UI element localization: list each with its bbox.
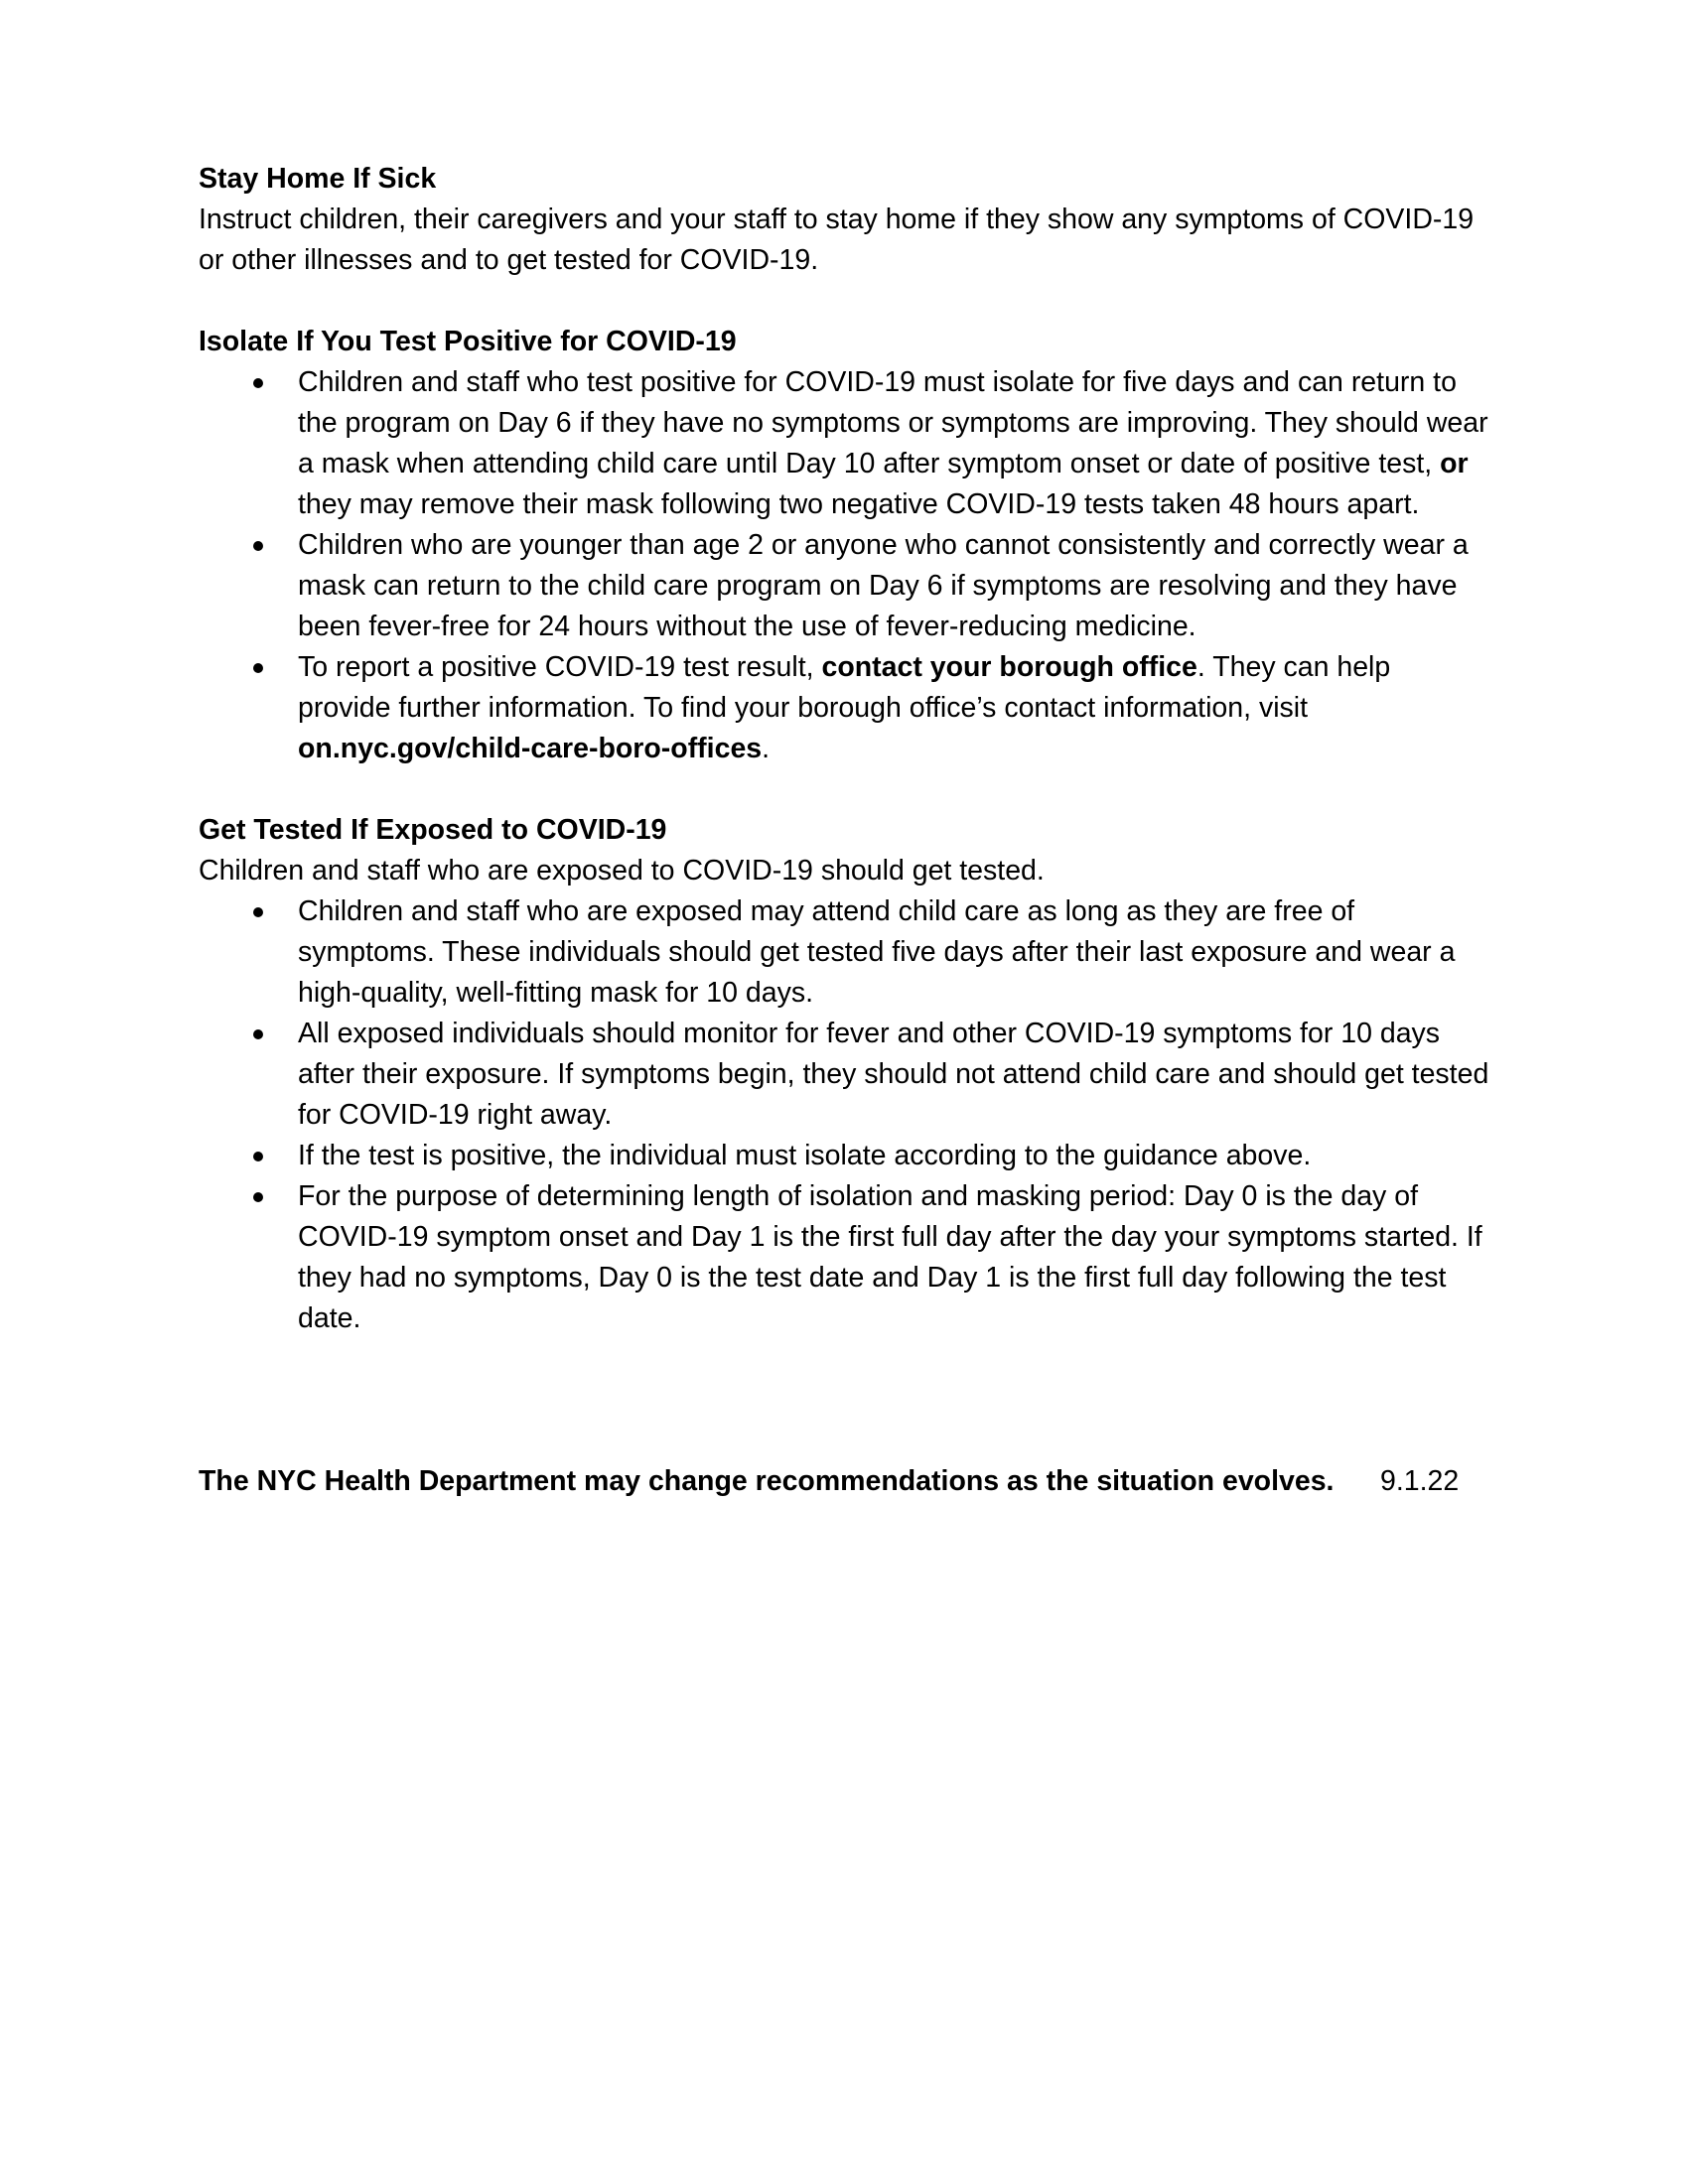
list-item	[199, 1014, 1489, 1136]
list-item-text: they may remove their mask following two negative COVID-19 tests taken 48 hours apart.	[298, 488, 1420, 520]
section-heading: Isolate If You Test Positive for COVID-19	[199, 326, 737, 357]
list-item	[199, 362, 1489, 525]
section-stay-home	[199, 159, 1489, 281]
list-item-text: . They can help provide further information. To find your borough office’s contact information, visit	[298, 651, 1391, 724]
contact-borough-office-text: contact your borough office	[821, 651, 1197, 683]
borough-offices-link[interactable]: on.nyc.gov/child-care-boro-offices	[298, 733, 763, 764]
list-item	[199, 1136, 1489, 1176]
list-item-text: Children who are younger than age 2 or anyone who cannot consistently and correctly wear a mask can return to the child care program on Day 6 if symptoms are resolving and they have been fever-free for 24 hours without the use of fever-reducing medicine.	[298, 529, 1469, 642]
list-item	[199, 1176, 1489, 1339]
bullet-icon	[248, 891, 268, 932]
section-intro: Children and staff who are exposed to COVID-19 should get tested.	[199, 855, 1045, 887]
section-heading: Stay Home If Sick	[199, 163, 437, 195]
list-item-text: To report a positive COVID-19 test result,	[298, 651, 822, 683]
list-item-text: For the purpose of determining length of isolation and masking period: Day 0 is the day of COVID-19 symptom onset and Day 1 is the first full day after the day your symptoms started. If they had no symptoms, Day 0 is the test date and Day 1 is the first full day following the test date.	[298, 1180, 1482, 1334]
bullet-list	[199, 362, 1489, 769]
list-item	[199, 891, 1489, 1014]
section-isolate	[199, 322, 1489, 769]
section-heading: Get Tested If Exposed to COVID-19	[199, 814, 667, 846]
bullet-icon	[248, 647, 268, 688]
bullet-icon	[248, 525, 268, 566]
list-item-text: All exposed individuals should monitor for fever and other COVID-19 symptoms for 10 days after their exposure. If symptoms begin, they should not attend child care and should get tested for COVID-19 right away.	[298, 1018, 1489, 1131]
section-intro: Instruct children, their caregivers and your staff to stay home if they show any symptoms of COVID-19 or other illnesses and to get tested for COVID-19.	[199, 204, 1475, 276]
section-get-tested	[199, 810, 1489, 1339]
bullet-icon	[248, 1136, 268, 1176]
bullet-icon	[248, 362, 268, 403]
footer-date: 9.1.22	[1380, 1465, 1460, 1497]
bullet-list	[199, 891, 1489, 1339]
document-body	[199, 159, 1489, 1380]
bullet-icon	[248, 1176, 268, 1217]
list-item	[199, 525, 1489, 647]
list-item-text: .	[762, 733, 771, 764]
bullet-icon	[248, 1014, 268, 1054]
list-item-text: If the test is positive, the individual must isolate according to the guidance above.	[298, 1140, 1312, 1171]
footer-disclaimer: The NYC Health Department may change recommendations as the situation evolves.	[199, 1465, 1335, 1497]
list-item	[199, 647, 1489, 769]
list-item-text: Children and staff who test positive for COVID-19 must isolate for five days and can return to the program on Day 6 if they have no symptoms or symptoms are improving. They should wear a mask when attending child care until Day 10 after symptom onset or date of positive test,	[298, 366, 1488, 479]
list-item-text: Children and staff who are exposed may attend child care as long as they are free of symptoms. These individuals should get tested five days after their last exposure and wear a high-quality, well-fitting mask for 10 days.	[298, 895, 1456, 1009]
list-item-bold: or	[1440, 448, 1469, 479]
